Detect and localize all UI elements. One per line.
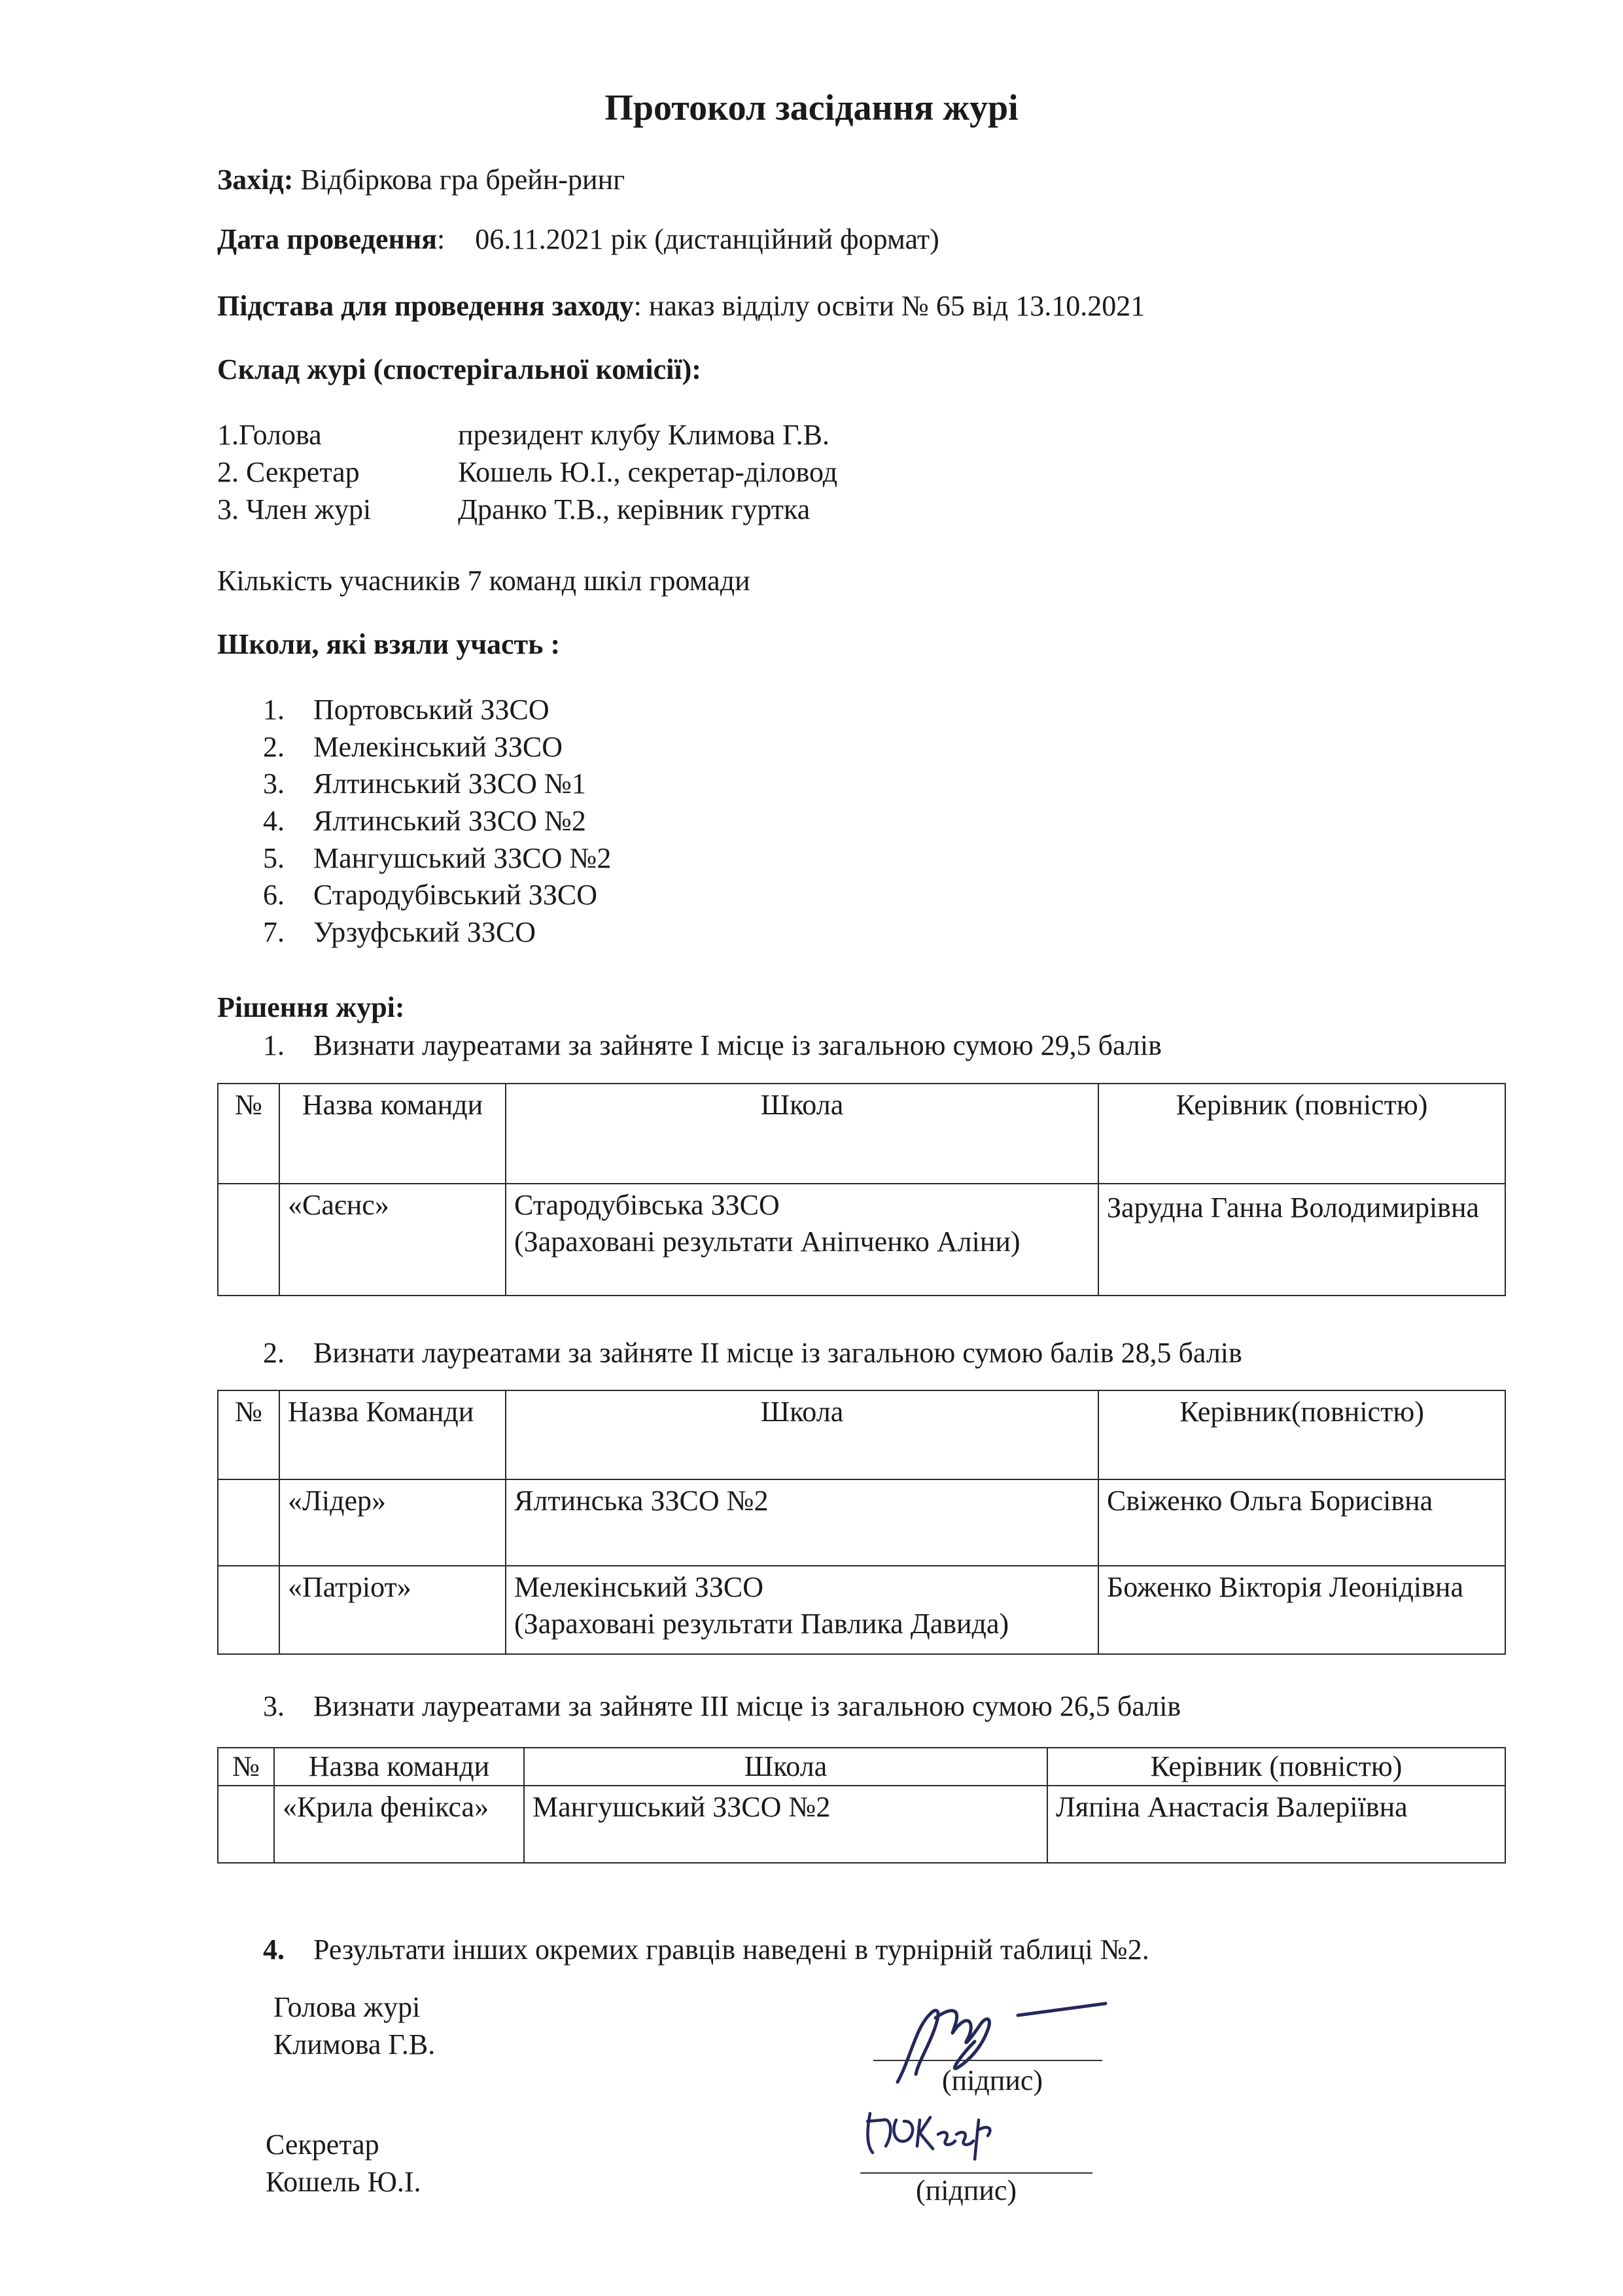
schools-heading: Школи, які взяли участь : [217, 628, 561, 660]
column-header: Керівник(повністю) [1098, 1390, 1505, 1479]
decision-number: 2. [263, 1337, 285, 1369]
table-cell-leader: Боженко Вікторія Леонідівна [1098, 1566, 1505, 1654]
decision-item-4 [263, 1932, 1149, 1968]
chair-signature-image [890, 1989, 1125, 2087]
jury-heading: Склад журі (спостерігальної комісії): [217, 353, 701, 385]
list-item-number: 3. [263, 768, 285, 800]
list-item-number: 4. [263, 805, 285, 838]
participants-count: Кількість учасників 7 команд шкіл громади [217, 565, 750, 597]
results-table-first-place [217, 1083, 1506, 1296]
table-cell-number [218, 1479, 279, 1566]
list-item-text: Портовський ЗЗСО [313, 694, 550, 726]
column-header: Назва Команди [279, 1390, 506, 1479]
list-item [217, 914, 611, 951]
column-header: Школа [524, 1748, 1047, 1786]
basis-label: Підстава для проведення заходу [217, 290, 634, 322]
column-header: Школа [506, 1084, 1098, 1184]
basis-value: : наказ відділу освіти № 65 від 13.10.2021 [633, 290, 1145, 322]
list-item-number: 1. [263, 694, 285, 726]
event-value: Відбіркова гра брейн-ринг [293, 164, 625, 196]
list-item [217, 877, 611, 914]
table-header-row [218, 1084, 1505, 1184]
chair-signature-caption: (підпис) [942, 2064, 1043, 2096]
school-name: Мелекінський ЗЗСО [514, 1571, 763, 1603]
list-item-text: Ялтинський ЗЗСО №2 [313, 805, 586, 838]
decision-text: Визнати лауреатами за зайняте ІІ місце із загальною сумою балів 28,5 балів [313, 1337, 1242, 1369]
decision-item-3 [263, 1688, 1181, 1725]
table-cell-number [218, 1786, 274, 1863]
date-label: Дата проведення [217, 223, 438, 255]
column-header: № [218, 1084, 279, 1184]
table-cell-school [506, 1566, 1098, 1654]
event-label: Захід: [217, 164, 294, 196]
list-item-text: Мелекінський ЗЗСО [313, 730, 563, 763]
decision-heading: Рішення журі: [217, 991, 405, 1023]
results-table-second-place [217, 1390, 1506, 1655]
table-cell-leader: Зарудна Ганна Володимирівна [1098, 1184, 1505, 1296]
event-line [217, 162, 625, 198]
secretary-name: Кошель Ю.І. [266, 2166, 421, 2198]
column-header: Назва команди [279, 1084, 506, 1184]
document-title: Протокол засідання журі [604, 88, 1019, 128]
list-item-number: 6. [263, 879, 285, 911]
chair-role: Голова журі [273, 1991, 421, 2023]
secretary-role: Секретар [266, 2128, 379, 2161]
list-item-text: Мангушський ЗЗСО №2 [313, 841, 612, 874]
jury-member-name: Кошель Ю.І., секретар-діловод [458, 456, 838, 488]
column-header: Керівник (повністю) [1098, 1084, 1505, 1184]
secretary-signature-caption: (підпис) [916, 2174, 1017, 2206]
table-header-row [218, 1748, 1505, 1786]
school-name: Ялтинська ЗЗСО №2 [514, 1485, 769, 1517]
chair-name: Климова Г.В. [273, 2028, 436, 2060]
list-item-text: Ялтинський ЗЗСО №1 [313, 768, 586, 800]
school-note: (Зараховані результати Аніпченко Аліни) [514, 1225, 1021, 1258]
decision-text: Визнати лауреатами за зайняте І місце із загальною сумою 29,5 балів [313, 1029, 1162, 1061]
column-header: Школа [506, 1390, 1098, 1479]
decision-number: 1. [263, 1029, 285, 1061]
list-item-number: 7. [263, 916, 285, 949]
jury-member-role: 1.Голова [217, 419, 322, 451]
list-item [217, 803, 611, 840]
basis-line [217, 288, 1145, 325]
jury-member-role: 2. Секретар [217, 456, 360, 488]
jury-member-role: 3. Член журі [217, 493, 372, 525]
decision-number: 3. [263, 1690, 285, 1722]
table-row [218, 1786, 1505, 1863]
school-name: Стародубівська ЗЗСО [514, 1189, 780, 1221]
table-row [218, 1566, 1505, 1654]
table-cell-team: «Патріот» [279, 1566, 506, 1654]
results-table-third-place [217, 1747, 1506, 1863]
column-header: № [218, 1748, 274, 1786]
school-note: (Зараховані результати Павлика Давида) [514, 1607, 1009, 1640]
date-line [217, 221, 939, 258]
school-name: Мангушський ЗЗСО №2 [532, 1790, 831, 1823]
table-cell-number [218, 1566, 279, 1654]
list-item-number: 5. [263, 841, 285, 874]
decision-number: 4. [263, 1934, 285, 1966]
list-item [217, 729, 611, 766]
decision-item-1 [263, 1027, 1162, 1064]
jury-member-name: президент клубу Климова Г.В. [458, 419, 829, 451]
secretary-signature-image [857, 2094, 1014, 2166]
table-cell-leader: Свіженко Ольга Борисівна [1098, 1479, 1505, 1566]
decision-text: Результати інших окремих гравців наведені в турнірній таблиці №2. [313, 1934, 1149, 1966]
table-cell-team: «Крила фенікса» [274, 1786, 524, 1863]
list-item-number: 2. [263, 730, 285, 763]
list-item [217, 692, 611, 729]
list-item [217, 840, 611, 877]
table-cell-school [506, 1479, 1098, 1566]
table-row [218, 1479, 1505, 1566]
column-header: Керівник (повністю) [1047, 1748, 1505, 1786]
decision-item-2 [263, 1335, 1242, 1371]
table-cell-leader: Ляпіна Анастасія Валеріївна [1047, 1786, 1505, 1863]
list-item-text: Стародубівський ЗЗСО [313, 879, 598, 911]
table-cell-school [524, 1786, 1047, 1863]
table-cell-school [506, 1184, 1098, 1296]
table-cell-team: «Саєнс» [279, 1184, 506, 1296]
list-item [217, 766, 611, 803]
date-value: 06.11.2021 рік (дистанційний формат) [475, 223, 939, 255]
column-header: Назва команди [274, 1748, 524, 1786]
date-sep: : [437, 223, 445, 255]
list-item-text: Урзуфський ЗЗСО [313, 916, 536, 949]
table-cell-number [218, 1184, 279, 1296]
table-header-row [218, 1390, 1505, 1479]
schools-list [217, 692, 611, 951]
table-row [218, 1184, 1505, 1296]
jury-member-name: Дранко Т.В., керівник гуртка [458, 493, 811, 525]
table-cell-team: «Лідер» [279, 1479, 506, 1566]
decision-text: Визнати лауреатами за зайняте ІІІ місце із загальною сумою 26,5 балів [313, 1690, 1181, 1722]
column-header: № [218, 1390, 279, 1479]
